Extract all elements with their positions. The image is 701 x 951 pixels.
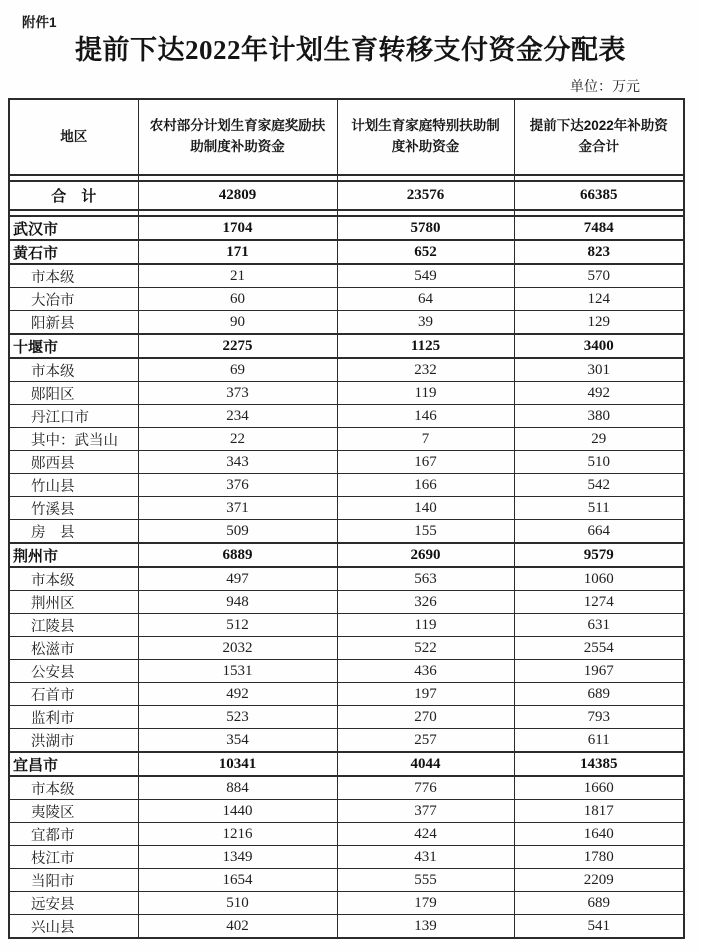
col-header-2022-total-fund: 提前下达2022年补助资金合计	[514, 99, 684, 175]
value-cell: 14385	[514, 752, 684, 776]
region-cell: 房 县	[9, 520, 138, 544]
value-cell: 1440	[138, 800, 337, 823]
value-cell: 631	[514, 614, 684, 637]
value-cell: 167	[337, 451, 514, 474]
value-cell: 232	[337, 358, 514, 382]
table-row	[9, 706, 684, 729]
value-cell: 884	[138, 776, 337, 800]
value-cell: 431	[337, 846, 514, 869]
value-cell: 2032	[138, 637, 337, 660]
table-row	[9, 800, 684, 823]
region-cell: 黄石市	[9, 240, 138, 264]
table-header	[9, 99, 684, 175]
value-cell: 823	[514, 240, 684, 264]
value-cell: 948	[138, 591, 337, 614]
value-cell: 1125	[337, 334, 514, 358]
value-cell: 1654	[138, 869, 337, 892]
value-cell: 140	[337, 497, 514, 520]
table-row	[9, 543, 684, 567]
value-cell: 541	[514, 915, 684, 939]
value-cell: 139	[337, 915, 514, 939]
table-row	[9, 382, 684, 405]
value-cell: 119	[337, 382, 514, 405]
value-cell: 1640	[514, 823, 684, 846]
value-cell: 436	[337, 660, 514, 683]
table-row	[9, 614, 684, 637]
value-cell: 301	[514, 358, 684, 382]
value-cell: 66385	[514, 181, 684, 210]
value-cell: 146	[337, 405, 514, 428]
table-row	[9, 683, 684, 706]
value-cell: 402	[138, 915, 337, 939]
value-cell: 492	[514, 382, 684, 405]
value-cell: 376	[138, 474, 337, 497]
region-cell: 武汉市	[9, 216, 138, 240]
value-cell: 542	[514, 474, 684, 497]
region-cell: 夷陵区	[9, 800, 138, 823]
value-cell: 1060	[514, 567, 684, 591]
value-cell: 1817	[514, 800, 684, 823]
value-cell: 371	[138, 497, 337, 520]
table-row	[9, 729, 684, 753]
value-cell: 510	[514, 451, 684, 474]
table-row	[9, 823, 684, 846]
table-row	[9, 637, 684, 660]
value-cell: 2209	[514, 869, 684, 892]
region-cell: 市本级	[9, 358, 138, 382]
region-cell: 兴山县	[9, 915, 138, 939]
value-cell: 197	[337, 683, 514, 706]
table-row	[9, 451, 684, 474]
region-cell: 宜昌市	[9, 752, 138, 776]
value-cell: 380	[514, 405, 684, 428]
unit-label: 单位：万元	[570, 80, 640, 95]
region-cell: 石首市	[9, 683, 138, 706]
value-cell: 776	[337, 776, 514, 800]
value-cell: 1704	[138, 216, 337, 240]
region-cell: 市本级	[9, 776, 138, 800]
region-cell: 其中：武当山	[9, 428, 138, 451]
value-cell: 511	[514, 497, 684, 520]
table-row	[9, 776, 684, 800]
value-cell: 9579	[514, 543, 684, 567]
table-row	[9, 892, 684, 915]
table-row	[9, 660, 684, 683]
table-row	[9, 358, 684, 382]
value-cell: 7484	[514, 216, 684, 240]
value-cell: 689	[514, 683, 684, 706]
value-cell: 64	[337, 288, 514, 311]
table-row	[9, 474, 684, 497]
value-cell: 1967	[514, 660, 684, 683]
value-cell: 69	[138, 358, 337, 382]
region-cell: 洪湖市	[9, 729, 138, 753]
value-cell: 497	[138, 567, 337, 591]
region-cell: 合 计	[9, 181, 138, 210]
region-cell: 大冶市	[9, 288, 138, 311]
region-cell: 市本级	[9, 567, 138, 591]
value-cell: 5780	[337, 216, 514, 240]
value-cell: 509	[138, 520, 337, 544]
table-row	[9, 264, 684, 288]
region-cell: 当阳市	[9, 869, 138, 892]
table-row	[9, 591, 684, 614]
value-cell: 119	[337, 614, 514, 637]
region-cell: 丹江口市	[9, 405, 138, 428]
value-cell: 377	[337, 800, 514, 823]
value-cell: 510	[138, 892, 337, 915]
table-row	[9, 288, 684, 311]
table-row	[9, 869, 684, 892]
value-cell: 21	[138, 264, 337, 288]
value-cell: 179	[337, 892, 514, 915]
value-cell: 166	[337, 474, 514, 497]
table-row	[9, 497, 684, 520]
value-cell: 1216	[138, 823, 337, 846]
region-cell: 宜都市	[9, 823, 138, 846]
table-row	[9, 405, 684, 428]
table-row	[9, 311, 684, 335]
attachment-label: 附件1	[22, 15, 57, 30]
table-row	[9, 520, 684, 544]
table-row	[9, 846, 684, 869]
value-cell: 793	[514, 706, 684, 729]
region-cell: 荆州区	[9, 591, 138, 614]
value-cell: 1780	[514, 846, 684, 869]
value-cell: 171	[138, 240, 337, 264]
region-cell: 竹山县	[9, 474, 138, 497]
region-cell: 江陵县	[9, 614, 138, 637]
region-cell: 郧阳区	[9, 382, 138, 405]
value-cell: 42809	[138, 181, 337, 210]
value-cell: 23576	[337, 181, 514, 210]
value-cell: 2690	[337, 543, 514, 567]
allocation-table	[8, 98, 685, 939]
value-cell: 60	[138, 288, 337, 311]
region-cell: 枝江市	[9, 846, 138, 869]
region-cell: 松滋市	[9, 637, 138, 660]
value-cell: 155	[337, 520, 514, 544]
region-cell: 公安县	[9, 660, 138, 683]
value-cell: 2275	[138, 334, 337, 358]
region-cell: 阳新县	[9, 311, 138, 335]
value-cell: 234	[138, 405, 337, 428]
value-cell: 664	[514, 520, 684, 544]
region-cell: 监利市	[9, 706, 138, 729]
table-row	[9, 216, 684, 240]
value-cell: 257	[337, 729, 514, 753]
region-cell: 荆州市	[9, 543, 138, 567]
value-cell: 343	[138, 451, 337, 474]
value-cell: 6889	[138, 543, 337, 567]
region-cell: 竹溪县	[9, 497, 138, 520]
value-cell: 549	[337, 264, 514, 288]
value-cell: 1531	[138, 660, 337, 683]
value-cell: 10341	[138, 752, 337, 776]
value-cell: 492	[138, 683, 337, 706]
value-cell: 1274	[514, 591, 684, 614]
value-cell: 3400	[514, 334, 684, 358]
region-cell: 远安县	[9, 892, 138, 915]
region-cell: 十堰市	[9, 334, 138, 358]
page-title: 提前下达2022年计划生育转移支付资金分配表	[75, 35, 626, 65]
value-cell: 563	[337, 567, 514, 591]
region-cell: 郧西县	[9, 451, 138, 474]
value-cell: 2554	[514, 637, 684, 660]
value-cell: 555	[337, 869, 514, 892]
value-cell: 270	[337, 706, 514, 729]
value-cell: 22	[138, 428, 337, 451]
value-cell: 652	[337, 240, 514, 264]
table-row	[9, 752, 684, 776]
value-cell: 39	[337, 311, 514, 335]
value-cell: 326	[337, 591, 514, 614]
col-header-rural-reward-fund: 农村部分计划生育家庭奖励扶助制度补助资金	[138, 99, 337, 175]
value-cell: 129	[514, 311, 684, 335]
value-cell: 29	[514, 428, 684, 451]
value-cell: 523	[138, 706, 337, 729]
value-cell: 90	[138, 311, 337, 335]
col-header-special-assistance-fund: 计划生育家庭特别扶助制度补助资金	[337, 99, 514, 175]
col-header-region: 地区	[9, 99, 138, 175]
value-cell: 354	[138, 729, 337, 753]
region-cell: 市本级	[9, 264, 138, 288]
table-row	[9, 428, 684, 451]
value-cell: 124	[514, 288, 684, 311]
value-cell: 689	[514, 892, 684, 915]
value-cell: 611	[514, 729, 684, 753]
table-row	[9, 240, 684, 264]
table-row	[9, 915, 684, 939]
value-cell: 512	[138, 614, 337, 637]
value-cell: 570	[514, 264, 684, 288]
value-cell: 7	[337, 428, 514, 451]
table-row	[9, 567, 684, 591]
header-row	[9, 99, 684, 175]
value-cell: 1349	[138, 846, 337, 869]
total-row	[9, 181, 684, 210]
table-body	[9, 175, 684, 938]
value-cell: 1660	[514, 776, 684, 800]
value-cell: 522	[337, 637, 514, 660]
table-row	[9, 334, 684, 358]
value-cell: 373	[138, 382, 337, 405]
value-cell: 4044	[337, 752, 514, 776]
value-cell: 424	[337, 823, 514, 846]
